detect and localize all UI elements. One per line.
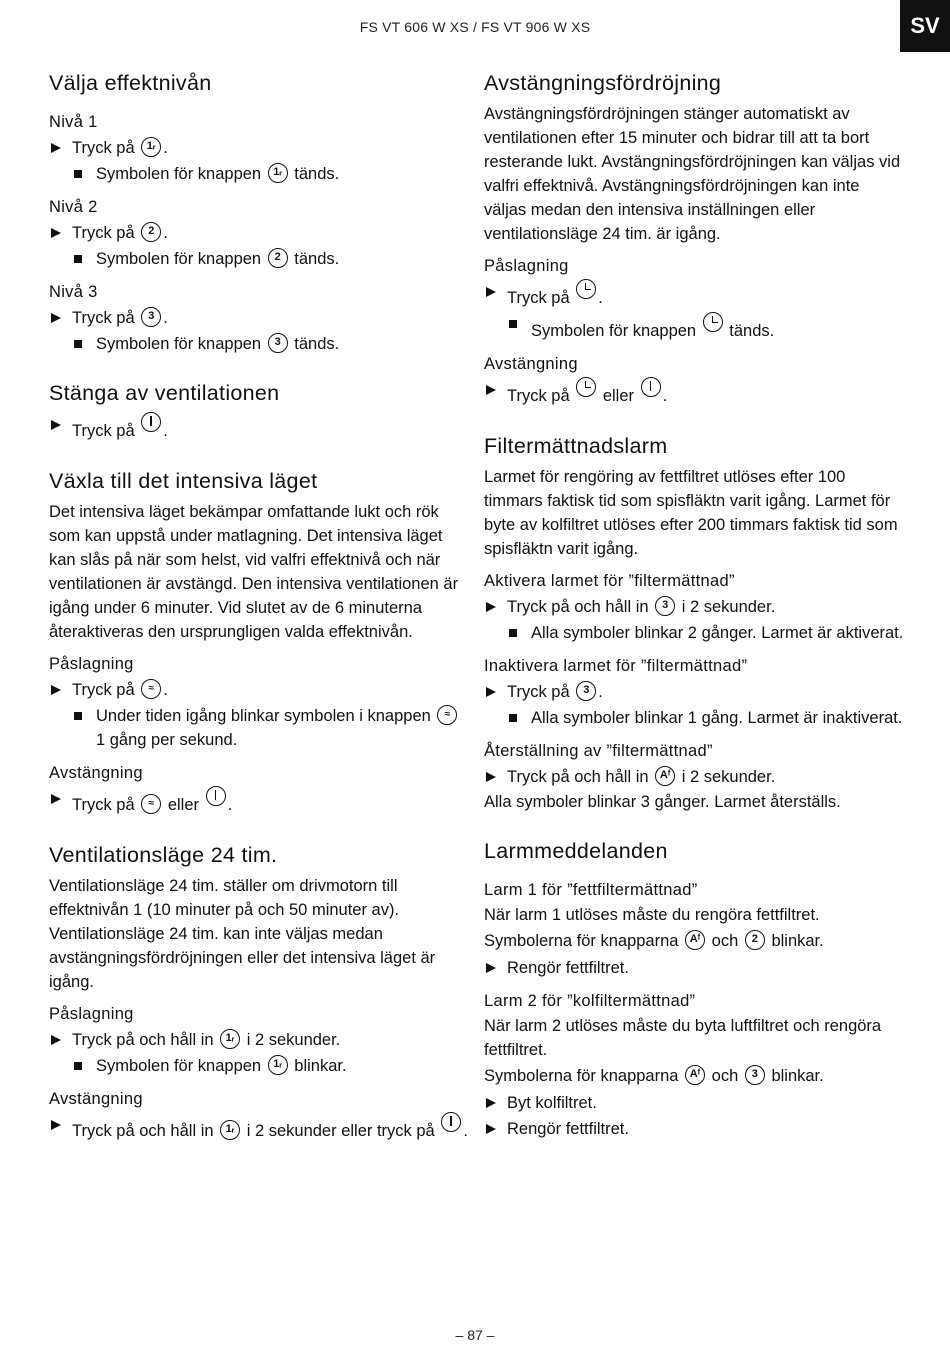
subheading: Påslagning [49,1005,134,1023]
instruction-step: Tryck på och håll in 1ᵣ i 2 sekunder eller tryck på . [49,1112,469,1144]
instruction-step: Tryck på . [484,279,904,311]
subheading: Påslagning [49,655,134,673]
section-title: Stänga av ventilationen [49,381,280,405]
section-alarm-messages [484,836,904,1142]
level1-icon: 1ᵣ [220,1029,240,1049]
subheading: Larm 2 för ”kolfiltermättnad” [484,992,696,1010]
subheading: Avstängning [49,764,143,782]
subheading: Larm 1 för ”fettfiltermättnad” [484,881,698,899]
intensive-icon: ≈ [141,679,161,699]
instruction-step: Tryck på ≈ eller . [49,786,469,818]
level2-icon: 2 [268,248,288,268]
instruction-step: Tryck på eller . [484,377,904,409]
level3-icon: 3 [745,1065,765,1085]
body-text: Avstängningsfördröjningen stänger automatiskt av ventilationen efter 15 minuter och bidrar till att ta bort resterande lukt. Avstängningsfördröjningen kan väljas vid valfri effektnivå. Avstängningsfördröjningen kan inte väljas medan den intensiva inställningen eller ventilationsläge 24 tim. är igång. [484,105,901,243]
intensive-icon: ≈ [141,794,161,814]
intensive-icon: ≈ [437,705,457,725]
level3-icon: 3 [141,307,161,327]
section-24h-mode [49,840,469,1144]
section-title: Filtermättnadslarm [484,434,668,458]
level1-icon: 1ᵣ [268,163,288,183]
level2-icon: 2 [141,222,161,242]
result-item: Symbolen för knappen 2 tänds. [49,247,469,271]
body-text: Alla symboler blinkar 3 gånger. Larmet återställs. [484,793,841,811]
body-text: Symbolerna för knapparna Aᶠ och 3 blinkar. [484,1067,824,1085]
body-text: När larm 1 utlöses måste du rengöra fettfiltret. [484,906,820,924]
result-item: Symbolen för knappen tänds. [484,312,904,343]
result-item: Symbolen för knappen 3 tänds. [49,332,469,356]
level1-icon: 1ᵣ [220,1120,240,1140]
subheading: Påslagning [484,257,569,275]
page-number: – 87 – [455,1327,495,1343]
body-text: Ventilationsläge 24 tim. ställer om drivmotorn till effektnivån 1 (10 minuter på och 50 minuter av). Ventilationsläge 24 tim. kan inte väljas medan avstängningsfördröjningen eller det intensiva läget är igång. [49,877,436,991]
body-text: Larmet för rengöring av fettfiltret utlöses efter 100 timmars faktisk tid som spisfläktn varit igång. Larmet för byte av kolfiltret utlöses efter 200 timmars faktisk tid som spisfläktn varit igång. [484,468,898,558]
level3-icon: 3 [655,596,675,616]
instruction-step: Tryck på ≈ . [49,677,469,703]
section-title: Växla till det intensiva läget [49,469,318,493]
section-filter-alarm [484,431,904,814]
body-text: Det intensiva läget bekämpar omfattande lukt och rök som kan uppstå under matlagning. Det intensiva läget kan slås på när som helst, vid valfri effektnivå och när ventilationen är avstängd. Den intensiva ventilationen är igång under 6 minuter. Vid slutet av de 6 minuterna återaktiveras den ursprungligen valda effektnivån. [49,503,459,641]
instruction-step: Tryck på och håll in Aᶠ i 2 sekunder. [484,764,904,790]
level3-icon: 3 [268,333,288,353]
instruction-step: Tryck på och håll in 3 i 2 sekunder. [484,594,904,620]
level2-icon: 2 [745,930,765,950]
instruction-step: Rengör fettfiltret. [484,955,904,981]
body-text: När larm 2 utlöses måste du byta luftfiltret och rengöra fettfiltret. [484,1017,882,1059]
subheading: Nivå 1 [49,113,98,131]
result-item: Alla symboler blinkar 2 gånger. Larmet är aktiverat. [484,621,904,645]
instruction-step: Tryck på och håll in 1ᵣ i 2 sekunder. [49,1027,469,1053]
af-icon: Aᶠ [655,766,675,786]
power-icon [206,786,226,806]
instruction-step: Tryck på 3 . [484,679,904,705]
instruction-step: Tryck på . [49,412,469,444]
section-title: Larmmeddelanden [484,839,668,863]
clock-icon [576,377,596,397]
instruction-step: Tryck på 3 . [49,305,469,331]
af-icon: Aᶠ [685,930,705,950]
level1-icon: 1ᵣ [268,1055,288,1075]
power-icon [641,377,661,397]
section-title: Ventilationsläge 24 tim. [49,843,278,867]
header-model: FS VT 606 W XS / FS VT 906 W XS [359,19,591,35]
subheading: Nivå 2 [49,198,98,216]
clock-icon [576,279,596,299]
subheading: Återställning av ”filtermättnad” [484,742,713,760]
clock-icon [703,312,723,332]
subheading: Aktivera larmet för ”filtermättnad” [484,572,735,590]
subheading: Nivå 3 [49,283,98,301]
instruction-step: Tryck på 2 . [49,220,469,246]
language-tab: SV [900,0,950,52]
section-effect-level [49,68,469,356]
subheading: Avstängning [49,1090,143,1108]
subheading: Avstängning [484,355,578,373]
level3-icon: 3 [576,681,596,701]
result-item: Symbolen för knappen 1ᵣ tänds. [49,162,469,186]
body-text: Symbolerna för knapparna Aᶠ och 2 blinkar. [484,932,824,950]
left-column [49,68,469,1154]
instruction-step: Rengör fettfiltret. [484,1116,904,1142]
level1-icon: 1ᵣ [141,137,161,157]
section-intensive [49,466,469,818]
section-turn-off [49,378,469,444]
instruction-step: Byt kolfiltret. [484,1090,904,1116]
section-title: Välja effektnivån [49,71,212,95]
result-item: Symbolen för knappen 1ᵣ blinkar. [49,1054,469,1078]
section-title: Avstängningsfördröjning [484,71,722,95]
right-column [484,68,904,1152]
power-icon [141,412,161,432]
section-delay [484,68,904,409]
result-item: Under tiden igång blinkar symbolen i knappen ≈ 1 gång per sekund. [49,704,469,752]
instruction-step: Tryck på 1ᵣ . [49,135,469,161]
power-icon [441,1112,461,1132]
af-icon: Aᶠ [685,1065,705,1085]
result-item: Alla symboler blinkar 1 gång. Larmet är inaktiverat. [484,706,904,730]
subheading: Inaktivera larmet för ”filtermättnad” [484,657,748,675]
